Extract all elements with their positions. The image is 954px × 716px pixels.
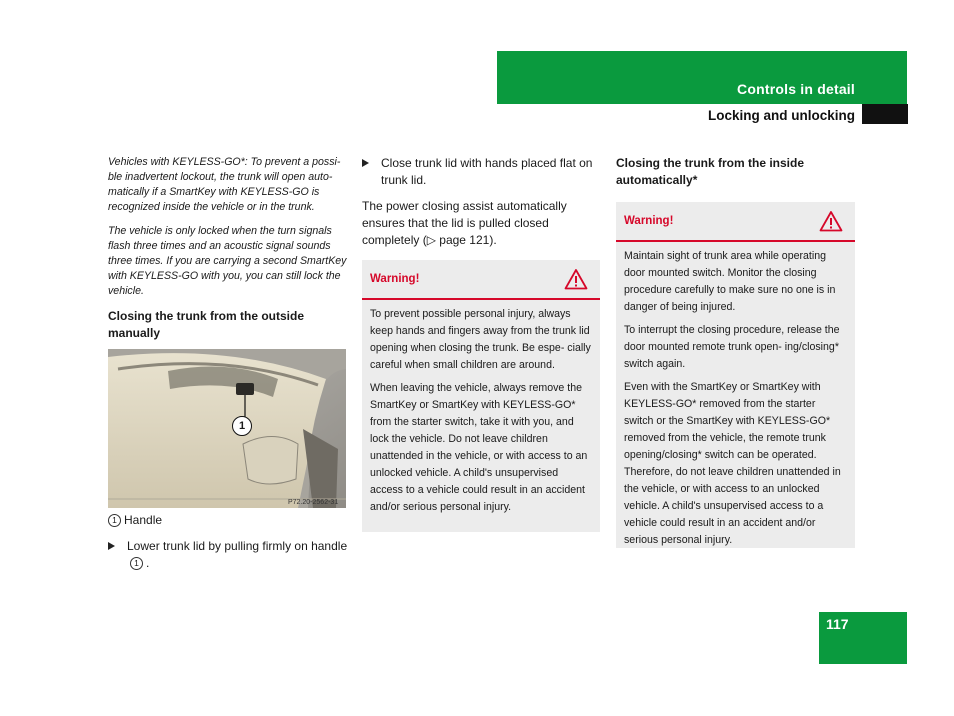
warning-header (616, 202, 855, 242)
legend-number: 1 (108, 514, 121, 527)
keyless-note: Vehicles with KEYLESS-GO*: To prevent a possi- ble inadvertent lockout, the trunk will open auto- matically if a SmartKey with KEYLESS-GO is recognized inside the vehicle or in the trunk. (108, 156, 341, 213)
warning-paragraph: To prevent possible personal injury, always keep hands and fingers away from the trunk lid opening when closing the trunk. Be espe- cially careful when small children are around. (370, 308, 591, 371)
inside-closing-heading: Closing the trunk from the inside automatically* (616, 156, 805, 187)
warning-triangle-icon (564, 268, 588, 290)
step-end: . (146, 556, 150, 570)
outside-closing-heading: Closing the trunk from the outside manually (108, 309, 305, 340)
warning-triangle-icon (819, 210, 843, 232)
step-handle-number: 1 (130, 557, 143, 570)
subsection-title: Locking and unlocking (707, 108, 855, 123)
assist-paragraph (362, 198, 600, 249)
trunk-illustration (108, 349, 346, 508)
trunk-handle-photo (108, 349, 346, 508)
callout-1: 1 (232, 416, 252, 436)
warning-box-right (616, 202, 855, 548)
lock-note: The vehicle is only locked when the turn signals flash three times and an acoustic signal sounds three times. If you are carrying a second SmartKey with KEYLESS-GO with you, you can still lock the vehicle. (108, 225, 347, 297)
warning-paragraph: Maintain sight of trunk area while operating door mounted switch. Monitor the closing procedure carefully to make sure no one is in danger of being injured. (624, 250, 836, 313)
assist-end: ). (489, 233, 497, 247)
legend-block (108, 512, 348, 581)
column-right (616, 155, 854, 198)
page-ref-arrow-icon: ▷ (426, 233, 436, 247)
legend-label: Handle (124, 513, 163, 527)
column-left (108, 155, 348, 308)
warning-paragraph: When leaving the vehicle, always remove the SmartKey or SmartKey with KEYLESS-GO* from the starter switch, take it with you, and lock the vehicle. Do not leave children unattended in the vehicle, or with access to an unlocked vehicle. A child's unsupervised access to a vehicle could result in an accident and/or serious personal injury. (370, 382, 588, 513)
step-text: Lower trunk lid by pulling firmly on handle (127, 539, 348, 553)
bullet-arrow-icon (108, 542, 115, 550)
assist-text: The power closing assist automatically ensures that the lid is pulled closed completely ( (362, 199, 567, 247)
outside-heading-block (108, 308, 348, 351)
close-step-text: Close trunk lid with hands placed flat on trunk lid. (381, 156, 593, 187)
warning-paragraph: Even with the SmartKey or SmartKey with KEYLESS-GO* removed from the starter switch or the SmartKey with KEYLESS-GO* removed from the vehicle, the remote trunk opening/closing* switch can be operated. Therefore, do not leave children unattended in the vehicle, or with access to an unlocked vehicle. A child's unsupervised access to a vehicle could result in an accident and/or serious personal injury. (624, 381, 841, 546)
warning-header (362, 260, 600, 300)
warning-paragraph: To interrupt the closing procedure, release the door mounted remote trunk open- ing/closing* switch again. (624, 324, 840, 370)
bullet-arrow-icon (362, 159, 369, 167)
warning-box-middle (362, 260, 600, 532)
warning-body (616, 242, 855, 563)
warning-label: Warning! (624, 215, 674, 227)
close-lid-step (362, 155, 600, 189)
legend-item (108, 512, 348, 529)
page-ref-link[interactable]: page 121 (439, 233, 490, 247)
warning-body (362, 300, 600, 530)
page-number: 117 (826, 616, 849, 632)
section-title: Controls in detail (737, 81, 855, 97)
section-tab-marker (862, 104, 908, 124)
lower-lid-step (108, 538, 348, 572)
column-middle (362, 155, 600, 258)
warning-label: Warning! (370, 273, 420, 285)
image-code: P72.20-2562-31 (288, 499, 339, 506)
